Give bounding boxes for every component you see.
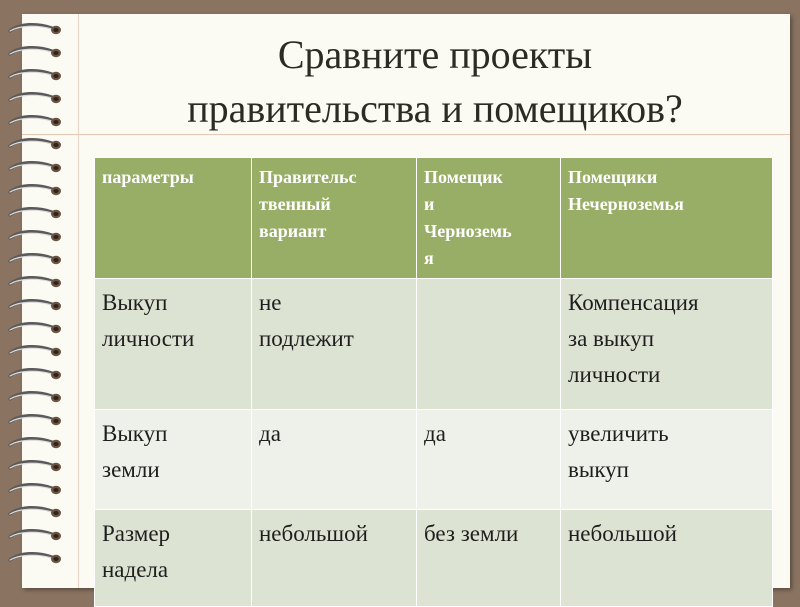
cell-line: надела — [102, 557, 169, 582]
binding-ring-icon — [4, 275, 66, 289]
binding-ring-icon — [4, 298, 66, 312]
cell-line: Выкуп — [102, 290, 168, 315]
comparison-table — [94, 157, 773, 607]
table-cell — [95, 279, 252, 410]
cell-line: за выкуп — [568, 326, 655, 351]
table-cell — [417, 279, 561, 410]
binding-ring-icon — [4, 413, 66, 427]
spiral-binding-icon — [0, 22, 70, 582]
binding-ring-icon — [4, 528, 66, 542]
table-row — [95, 510, 773, 607]
table-cell — [417, 510, 561, 607]
cell-line: и — [424, 194, 435, 214]
binding-ring-icon — [4, 206, 66, 220]
table-header-row — [95, 158, 773, 279]
binding-ring-icon — [4, 505, 66, 519]
binding-ring-icon — [4, 45, 66, 59]
header-cell — [561, 158, 773, 279]
header-cell — [417, 158, 561, 279]
binding-ring-icon — [4, 22, 66, 36]
binding-ring-icon — [4, 183, 66, 197]
header-cell — [95, 158, 252, 279]
cell-line: твенный — [259, 194, 331, 214]
binding-ring-icon — [4, 551, 66, 565]
binding-ring-icon — [4, 229, 66, 243]
binding-ring-icon — [4, 252, 66, 266]
table-row — [95, 279, 773, 410]
cell-line: без земли — [424, 521, 519, 546]
cell-line: да — [424, 421, 446, 446]
cell-line: да — [259, 421, 281, 446]
table-cell — [252, 279, 417, 410]
cell-line: небольшой — [259, 521, 368, 546]
binding-ring-icon — [4, 436, 66, 450]
table-cell — [252, 510, 417, 607]
cell-line: Нечерноземья — [568, 194, 684, 214]
header-cell — [252, 158, 417, 279]
cell-line: личности — [568, 362, 661, 387]
binding-ring-icon — [4, 160, 66, 174]
cell-line: параметры — [102, 167, 194, 187]
cell-line: вариант — [259, 221, 327, 241]
page-margin-line — [78, 14, 79, 588]
table-cell — [561, 410, 773, 510]
slide-title-line-1: Сравните проекты — [277, 32, 593, 77]
binding-ring-icon — [4, 390, 66, 404]
binding-ring-icon — [4, 344, 66, 358]
cell-line: Помещик — [424, 167, 503, 187]
binding-ring-icon — [4, 91, 66, 105]
cell-line: увеличить — [568, 421, 669, 446]
cell-line: Выкуп — [102, 421, 168, 446]
table-cell — [95, 510, 252, 607]
table-cell — [417, 410, 561, 510]
binding-ring-icon — [4, 114, 66, 128]
table-cell — [561, 510, 773, 607]
slide-title-line-2: правительства и помещиков? — [187, 86, 683, 131]
cell-line: Помещики — [568, 167, 658, 187]
binding-ring-icon — [4, 137, 66, 151]
table-cell — [561, 279, 773, 410]
table-row — [95, 410, 773, 510]
binding-ring-icon — [4, 482, 66, 496]
cell-line: земли — [102, 457, 160, 482]
cell-line: выкуп — [568, 457, 629, 482]
cell-line: личности — [102, 326, 195, 351]
cell-line: подлежит — [259, 326, 354, 351]
binding-ring-icon — [4, 68, 66, 82]
cell-line: Размер — [102, 521, 171, 546]
slide-title — [100, 28, 770, 136]
binding-ring-icon — [4, 367, 66, 381]
binding-ring-icon — [4, 321, 66, 335]
table-cell — [252, 410, 417, 510]
table-cell — [95, 410, 252, 510]
binding-ring-icon — [4, 459, 66, 473]
cell-line: Правительс — [259, 167, 357, 187]
cell-line: не — [259, 290, 282, 315]
cell-line: я — [424, 248, 434, 268]
cell-line: Черноземь — [424, 221, 512, 241]
cell-line: небольшой — [568, 521, 677, 546]
cell-line: Компенсация — [568, 290, 699, 315]
